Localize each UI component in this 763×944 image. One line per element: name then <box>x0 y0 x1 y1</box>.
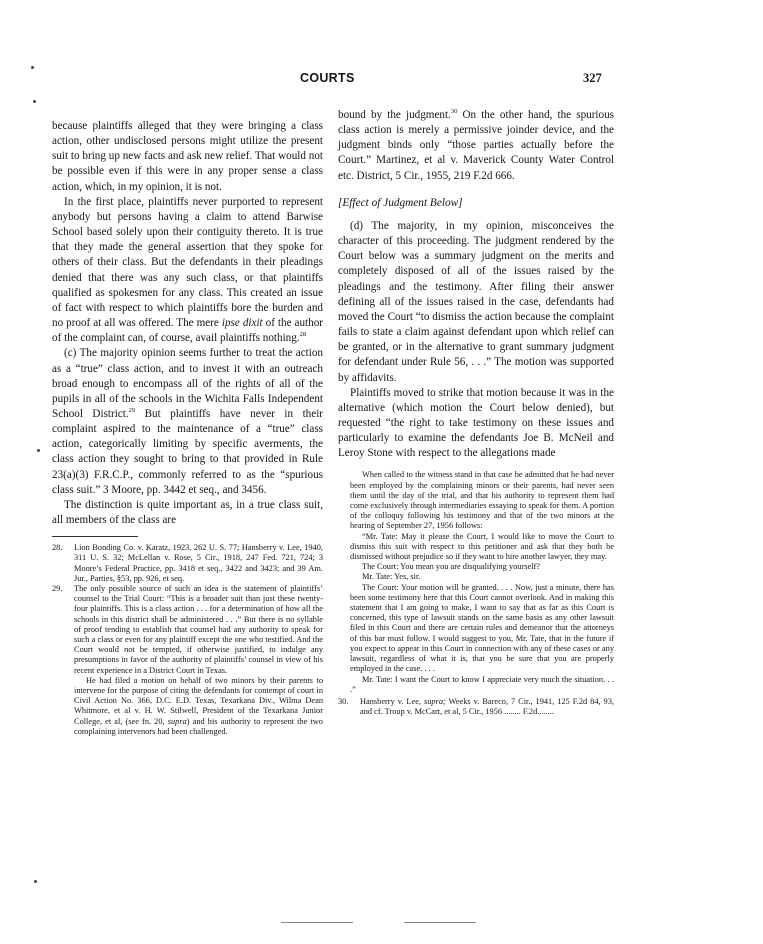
footnote-text: Mr. Tate: Yes, sir. <box>362 572 421 582</box>
text-run: Weeks v. Bareco, 7 Cir., 1941, 125 F.2d 84, 93, and cf. Troup v. McCart, et al, 5 Cir., 1956 ........ F.2d........ <box>360 696 614 717</box>
paragraph: Plaintiffs moved to strike that motion because it was in the alternative (which motion the Court below denied), but requested “the right to take testimony on these issues and particularly to examine the defendants Joe B. McNeil and Leroy Stone with respect to the allegations made <box>338 386 614 460</box>
text-run: He had filed a motion on behalf of two minors by their parents to intervene for the purpose of citing the defendants for contempt of court in Civil Action No. 366, D.C. E.D. Texas, Texarkana Div., Wilma Dean Whitmore, et al v. H. W. Stilwell, President of the Texarkana Junior College, et al, (see fn. 20, <box>74 675 323 726</box>
right-column <box>338 108 614 717</box>
footnote-29 <box>52 584 323 737</box>
running-title: COURTS <box>300 71 355 85</box>
text-run: On the other hand, the spurious class action is merely a permissive joinder device, and the judgment binds only “those parties actually before the Court.” Martinez, et al v. Maverick County Water Control etc. District, 5 Cir., 1955, 219 F.2d 666. <box>338 109 615 182</box>
text-run: Hansberry v. Lee, <box>360 696 424 706</box>
paragraph: because plaintiffs alleged that they were bringing a class action, other undisclosed persons might utilize the present suit to bring up new facts and ask new relief. That would not be possible even if this were in any proper sense a class action, which, in my opinion, it is not. <box>52 120 323 193</box>
paragraph <box>52 195 323 347</box>
italic-phrase: supra; <box>424 696 446 706</box>
scan-speck <box>34 880 37 883</box>
scan-speck <box>31 66 34 69</box>
footnotes <box>338 697 614 717</box>
scan-line <box>281 922 353 923</box>
paragraph <box>338 108 614 184</box>
text-run: But plaintiffs have never in their complaint aspired to the maintenance of a “true” class action, categorically limiting by specific averments, the class action they sought to bring to that provided in Rule 23(a)(3) F.R.C.P., commonly referred to as the “spurious class suit.” 3 Moore, pp. 3442 et seq., and 3456. <box>52 407 323 496</box>
scan-speck <box>33 100 36 103</box>
scan-line <box>404 922 476 923</box>
footnote-number: 29. <box>52 584 63 594</box>
text-run: of the author of the complaint can, of course, avail plaintiffs nothing. <box>52 317 323 345</box>
text-run: In the first place, plaintiffs never purported to represent anybody but persons having a claim to attend Barwise School based solely upon their contiguity thereto. It is true that they made the general assertion that they spoke for others of their class. But the defendants in their pleadings denied that there was any such class, or that plaintiffs qualified as spokesmen for any class. This created an issue of fact with respect to which plaintiffs bore the burden and no proof at all was offered. The mere <box>52 195 323 330</box>
footnote-continuation <box>350 470 614 694</box>
footnote-text: When called to the witness stand in that case he admitted that he had never been employed by the complaining minors or their parents, had never seen them until the day of the trial, and that his authority to represent them had come exclusively through intermediaries essaying to speak for them. A portion of the colloquy following his testimony and that of the two minors at the hearing of September 27, 1956 follows: <box>350 470 614 531</box>
section-heading: [Effect of Judgment Below] <box>338 196 463 209</box>
footnote-text: “Mr. Tate: May it please the Court, I would like to move the Court to dismiss this suit with respect to this petitioner and ask that they both be dismissed without prejudice so if they want to hire another lawyer, they may. <box>350 531 614 562</box>
paragraph <box>52 346 323 498</box>
footnote-text <box>360 697 614 717</box>
footnote-28 <box>52 543 323 584</box>
footnote-text <box>74 676 323 737</box>
italic-phrase: ipse dixit <box>221 317 263 330</box>
text-run: bound by the judgment. <box>338 109 451 121</box>
footnote-30 <box>338 697 614 717</box>
text-run: ) and his authority to represent the two complaining intervenors had been challenged. <box>74 716 323 736</box>
footnote-text: Lion Bonding Co. v. Karatz, 1923, 262 U. S. 77; Hansberry v. Lee, 1940, 311 U. S. 32; McLellan v. Rose, 5 Cir., 1918, 247 Fed. 721, 724; 3 Moore’s Federal Practice, pp. 3418 et seq., 3422 and 3423; and 39 Am. Jur., Parties, §53, pp. 926, et seq. <box>74 543 323 583</box>
italic-phrase: supra <box>167 716 187 726</box>
footnote-ref[interactable]: 28 <box>299 331 307 339</box>
footnote-text: Mr. Tate: I want the Court to know I appreciate very much the situation. . . .” <box>350 674 614 694</box>
footnote-number: 28. <box>52 543 63 553</box>
running-header <box>0 71 763 91</box>
footnote-text: The Court: Your motion will be granted. . . . Now, just a minute, there has been some testimony here that this Court cannot overlook. And in making this statement that I am going to make, I want to say that as far as this Court is concerned, this type of lawsuit stands on the same basis as any other lawsuit filed in this Court and there are certain rules and demeanor that the attorneys of this bar must follow. I would suggest to you, Mr. Tate, that in the future if you expect to appear in this Court in connection with any of these cases or any lawsuit, regardless of what it is, that you be sure that you are properly employed in the case. . . . <box>350 582 614 674</box>
paragraph: The distinction is quite important as, in a true class suit, all members of the class are <box>52 498 323 527</box>
paragraph: (d) The majority, in my opinion, misconceives the character of this proceeding. The judgment rendered by the Court below was a summary judgment on the merits and completely disposed of all of the issues raised by the pleadings and the testimony. After filing their answer defining all of the issues raised in the case, defendants had moved the Court “to dismiss the action because the complaint fails to state a claim against defendant upon which relief can be granted, or in the alternative to grant summary judgment for defendant under Rule 56, . . .” The motion was supported by affidavits. <box>338 219 614 384</box>
footnote-text: The Court: You mean you are disqualifying yourself? <box>362 562 540 572</box>
page-number: 327 <box>583 71 602 85</box>
footnote-ref[interactable]: 30 <box>450 108 458 115</box>
footnote-divider <box>52 536 138 537</box>
footnotes <box>52 543 323 737</box>
scan-speck <box>37 449 40 452</box>
footnote-ref[interactable]: 29 <box>128 406 136 414</box>
footnote-number: 30. <box>338 696 349 706</box>
left-column <box>52 119 323 737</box>
text-run: (c) The majority opinion seems further to treat the action as a “true” class action, and to invest it with an outreach broad enough to encompass all of the rights of all of the pupils in all of the schools in the Wichita Falls Independent School District. <box>52 347 323 420</box>
footnote-text: The only possible source of such an idea is the statement of plaintiffs’ counsel to the Trial Court: “This is a broader suit than just these twenty-four plaintiffs. This is a class action . . . for a determination of how all the schools in this district shall be administered . . .” But there is no syllable of proof tending to establish that counsel had any authority to speak for such a class or even for any plaintiff except the one who testified. And the Court would not be tempted, if otherwise justified, to indulge any presumptions in favor of the authority of plaintiffs’ counsel in view of his recent experience in a District Court in Texas. <box>74 584 323 675</box>
